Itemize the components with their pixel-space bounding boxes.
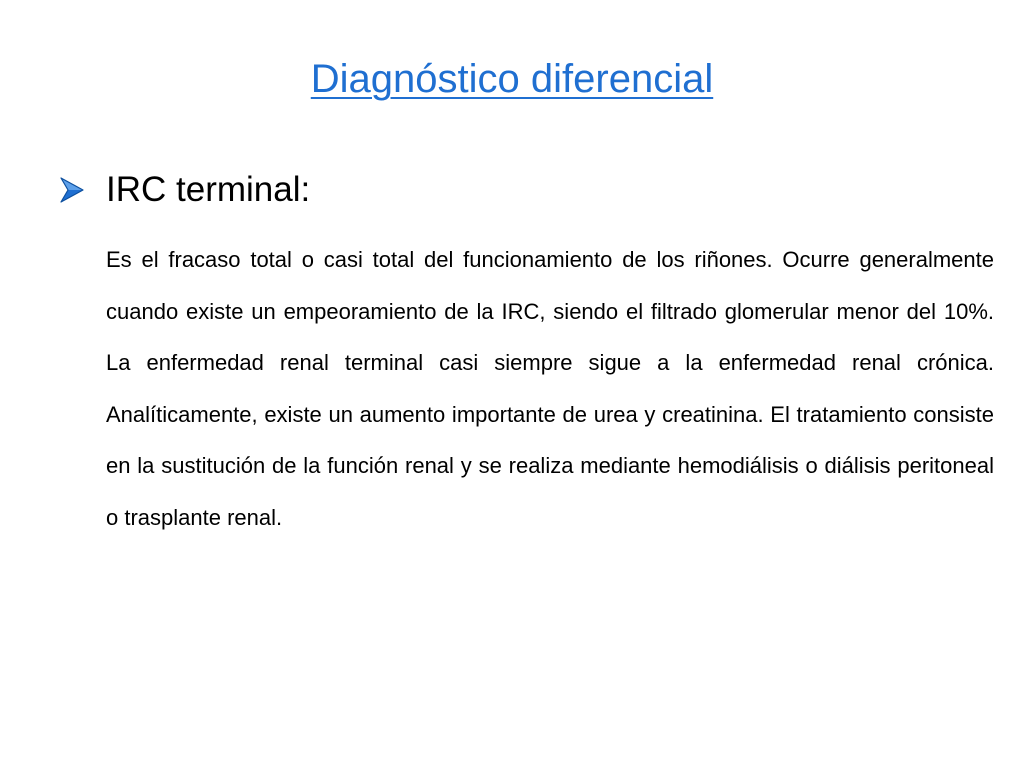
body-paragraph: Es el fracaso total o casi total del funcionamiento de los riñones. Ocurre generalmente cuando existe un empeoramiento de la IRC, siendo el filtrado glomerular menor del 10%. La enfermedad renal terminal casi siempre sigue a la enfermedad renal crónica. Analíticamente, existe un aumento importante de urea y creatinina. El tratamiento consiste en la sustitución de la función renal y se realiza mediante hemodiálisis o diálisis peritoneal o trasplante renal. [106, 247, 994, 530]
arrow-bullet-icon [56, 174, 88, 206]
slide-title: Diagnóstico diferencial [310, 57, 714, 101]
bullet-item [56, 166, 310, 214]
arrow-bullet-icon-graphic [57, 175, 87, 205]
bullet-heading: IRC terminal: [106, 170, 311, 209]
